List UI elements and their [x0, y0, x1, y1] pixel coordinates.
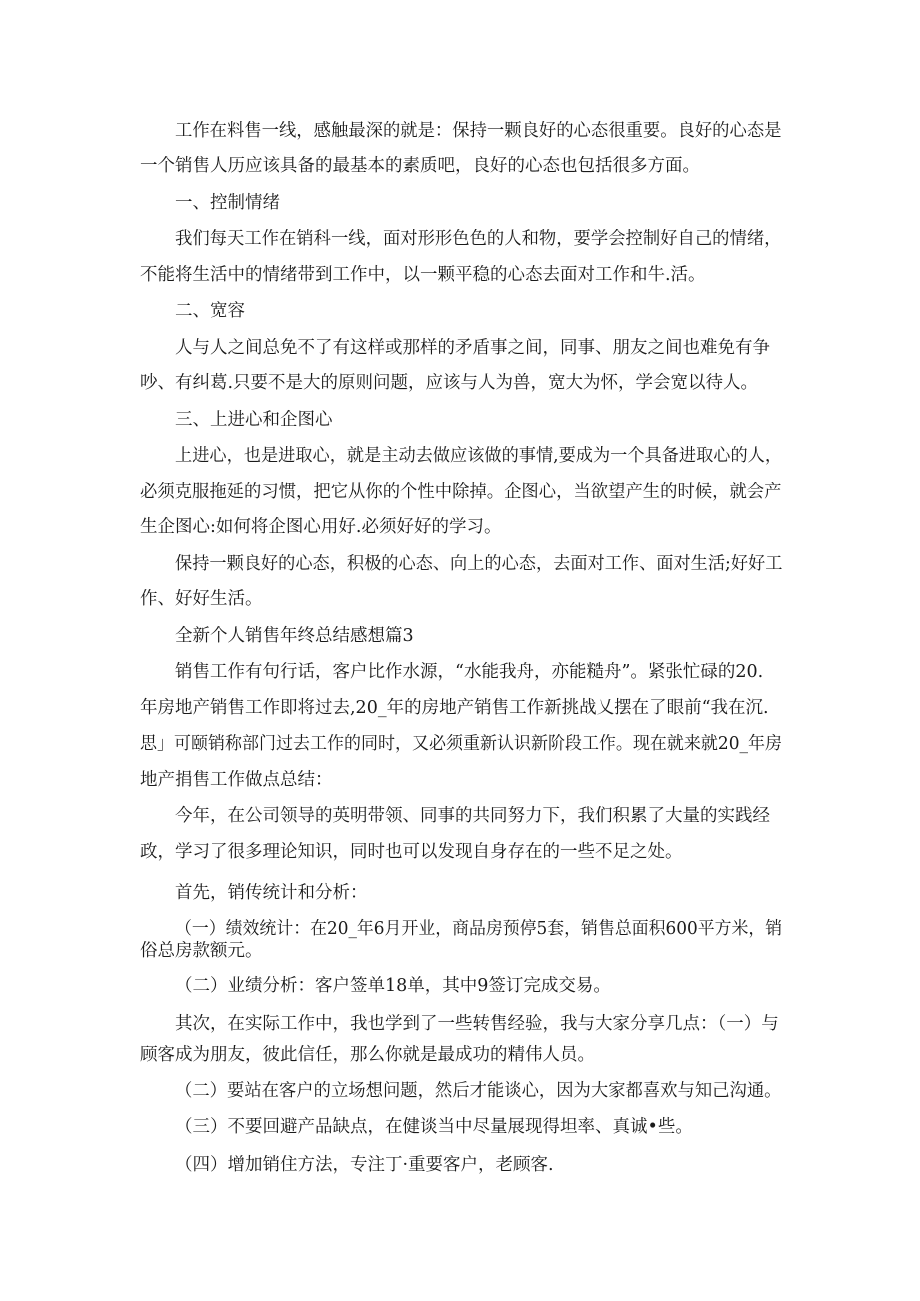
paragraph-line: 俗总房款额元。	[140, 941, 263, 961]
paragraph-line: （四）增加销住方法，专注丁·重要客户，老顾客.	[175, 1155, 554, 1175]
paragraph-line: （一）绩效统计：在20_年6月开业，商品房预停5套，销售总面积600平方米，销	[175, 919, 783, 939]
paragraph-line: 人与人之间总免不了有这样或那样的矛盾事之间，同事、朋友之间也难免有争	[175, 338, 770, 358]
section-heading: 三、上进心和企图心	[175, 410, 333, 430]
section-heading: 一、控制情绪	[175, 193, 280, 213]
paragraph-line: 首先，销传统计和分析：	[175, 883, 368, 903]
paragraph-line: 政，学习了很多理论知识，同时也可以发现自身存在的一些不足之处。	[140, 842, 683, 862]
paragraph-line: 上进心，也是进取心，就是主动去做应该做的事情,要成为一个具备进取心的人，	[175, 446, 783, 466]
paragraph-line: 思」可颐销称部门过去工作的同时，又必须重新认识新阶段工作。现在就来就20_年房	[140, 734, 783, 754]
paragraph-line: （三）不要回避产品缺点，在健谈当中尽量展现得坦率、真诚•些。	[175, 1117, 693, 1137]
paragraph-line: 我们每天工作在销科一线，面对形形色色的人和物，要学会控制好自己的情绪，	[175, 229, 782, 249]
paragraph-line: 保持一颗良好的心态，积极的心态、向上的心态，去面对工作、面对生活;好好工	[175, 554, 783, 574]
paragraph-line: 地产捐售工作做点总结：	[140, 770, 333, 790]
paragraph-line: 作、好好生活。	[140, 589, 263, 609]
paragraph-line: 顾客成为朋友，彼此信任，那么你就是最成功的精伟人员。	[140, 1045, 595, 1065]
paragraph-line: 必须克服拖延的习惯，把它从你的个性中除掉。企图心，当欲望产生的时候，就会产	[140, 482, 782, 502]
paragraph-line: 生企图心:如何将企图心用好.必须好好的学习。	[140, 517, 502, 537]
paragraph-line: 工作在料售一线，感触最深的就是：保持一颗良好的心态很重要。良好的心态是	[175, 121, 782, 141]
paragraph-line: （二）业绩分析：客户签单18单，其中9签订完成交易。	[175, 976, 611, 996]
paragraph-line: （二）要站在客户的立场想问题，然后才能谈心，因为大家都喜欢与知己沟通。	[175, 1081, 782, 1101]
paragraph-line: 一个销售人历应该具备的最基本的素质吧，良好的心态也包括很多方面。	[140, 156, 700, 176]
paragraph-line: 其次，在实际工作中，我也学到了一些转售经验，我与大家分享几点：（一）与	[175, 1014, 779, 1034]
paragraph-line: 今年，在公司领导的英明带领、同事的共同努力下，我们积累了大量的实践经	[175, 806, 770, 826]
paragraph-line: 年房地产销售工作即将过去,20_年的房地产销售工作新挑战乂摆在了眼前“我在沉.	[140, 698, 769, 718]
paragraph-line: 不能将生活中的情绪带到工作中，以一颗平稳的心态去面对工作和牛.活。	[140, 265, 706, 285]
paragraph-line: 吵、有纠葛.只要不是大的原则问题，应该与人为兽，宽大为怀，学会宽以待人。	[140, 373, 759, 393]
paragraph-line: 销售工作有句行话，客户比作水源，“水能我舟，亦能糙舟”。紧张忙碌的20.	[175, 662, 764, 682]
article-title: 全新个人销售年终总结感想篇3	[175, 626, 414, 646]
section-heading: 二、宽容	[175, 301, 245, 321]
